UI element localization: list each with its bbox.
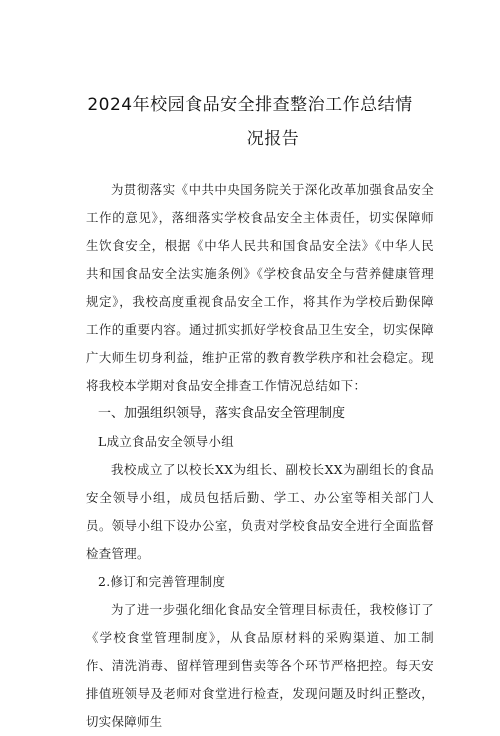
subsection-paragraph: 我校成立了以校长XX为组长、副校长XX为副组长的食品安全领导小组，成员包括后勤、学工、办公室等相关部门人员。领导小组下设办公室，负责对学校食品安全进行全面监督检查管理。 <box>86 462 434 561</box>
intro-paragraph: 为贯彻落实《中共中央国务院关于深化改革加强食品安全工作的意见》，落细落实学校食品安全主体责任，切实保障师生饮食安全，根据《中华人民共和国食品安全法》《中华人民共和国食品安全法实施条例》《学校食品安全与营养健康管理规定》，我校高度重视食品安全工作，将其作为学校后勤保障工作的重要内容。通过抓实抓好学校食品卫生安全，切实保障广大师生切身利益，维护正常的教育教学秩序和社会稳定。现将我校本学期对食品安全排查工作情况总结如下： <box>86 182 434 393</box>
subsection-heading: 2.修订和完善管理制度 <box>98 574 226 589</box>
document-title-line2: 况报告 <box>246 129 300 149</box>
subsection-paragraph: 为了进一步强化细化食品安全管理目标责任，我校修订了《学校食堂管理制度》，从食品原材料的采购渠道、加工制作、清洗消毒、留样管理到售卖等各个环节严格把控。每天安排值班领导及老师对食堂进行检查，发现问题及时纠正整改，切实保障师生 <box>86 602 434 729</box>
subsection-heading: L成立食品安全领导小组 <box>98 434 234 449</box>
document-title-line1: 2024年校园食品安全排查整治工作总结情 <box>87 95 413 115</box>
section-heading: 一、加强组织领导，落实食品安全管理制度 <box>98 406 346 421</box>
document-body <box>86 176 434 736</box>
